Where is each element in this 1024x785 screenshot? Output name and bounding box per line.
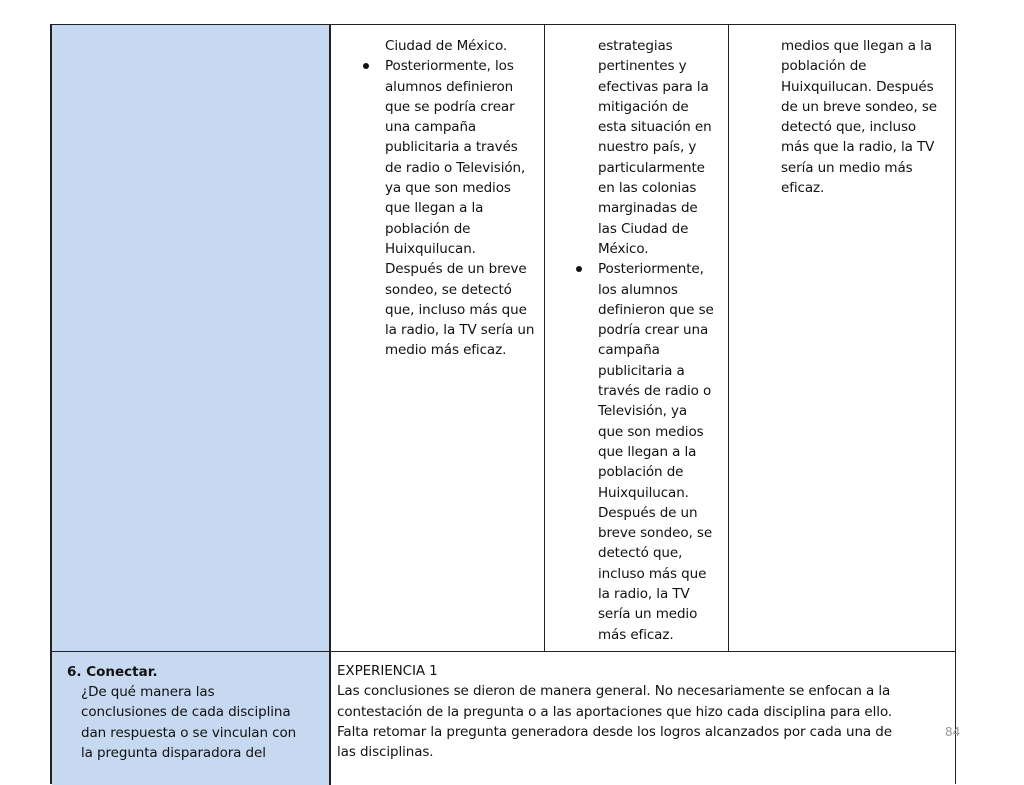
col3-bullet-item: Posteriormente, los alumnos definieron que se podría crear una campaña publicitaria a través de radio o Televisión, ya que son medios que llegan a la población de Huixquilucan. Después de un breve sondeo, se detectó que, incluso más que la radio, la TV sería un medio más eficaz.: [598, 259, 728, 645]
col4-continued-text: medios que llegan a la población de Huixquilucan. Después de un breve sondeo, se detectó que, incluso más que la radio, la TV sería un medio más eficaz.: [781, 38, 937, 197]
column-divider: [544, 25, 545, 651]
column-divider: [728, 25, 729, 651]
row1-col3-cell: [545, 25, 728, 651]
row1-label-cell: [52, 25, 330, 651]
experiencia-text: Las conclusiones se dieron de manera general. No necesariamente se enfocan a la contestación de la pregunta o a las aportaciones que hizo cada disciplina para ello. Falta retomar la pregunta generadora desde los logros alcanzados por cada una de las disciplinas.: [337, 683, 893, 761]
experiencia-heading: EXPERIENCIA 1: [337, 663, 438, 679]
row1-col4-cell: [729, 25, 956, 651]
row-divider: [52, 651, 956, 652]
col2-bullet-list: [385, 56, 544, 360]
planning-table: [50, 24, 956, 784]
bullet-icon: [363, 63, 369, 69]
col2-bullet-item: Posteriormente, los alumnos definieron que se podría crear una campaña publicitaria a través de radio o Televisión, ya que son medios que llegan a la población de Huixquilucan. Después de un breve sondeo, se detectó que, incluso más que la radio, la TV sería un medio más eficaz.: [385, 56, 544, 360]
col2-continued-text: Ciudad de México.: [385, 38, 508, 54]
page-number: 84: [945, 725, 961, 739]
conectar-question: ¿De qué manera las conclusiones de cada disciplina dan respuesta o se vinculan con la pregunta disparadora del: [81, 684, 297, 761]
column-divider: [329, 25, 331, 785]
col3-bullet-list: [598, 259, 728, 645]
bullet-icon: [576, 266, 582, 272]
conectar-label-cell: [52, 652, 330, 785]
row1-col2-cell: [331, 25, 544, 651]
conectar-title: 6. Conectar.: [67, 664, 158, 680]
col3-continued-text: estrategias pertinentes y efectivas para la mitigación de esta situación en nuestro país, y particularmente en las colonias marginadas de las Ciudad de México.: [598, 38, 712, 257]
experiencia-cell: [331, 652, 956, 785]
